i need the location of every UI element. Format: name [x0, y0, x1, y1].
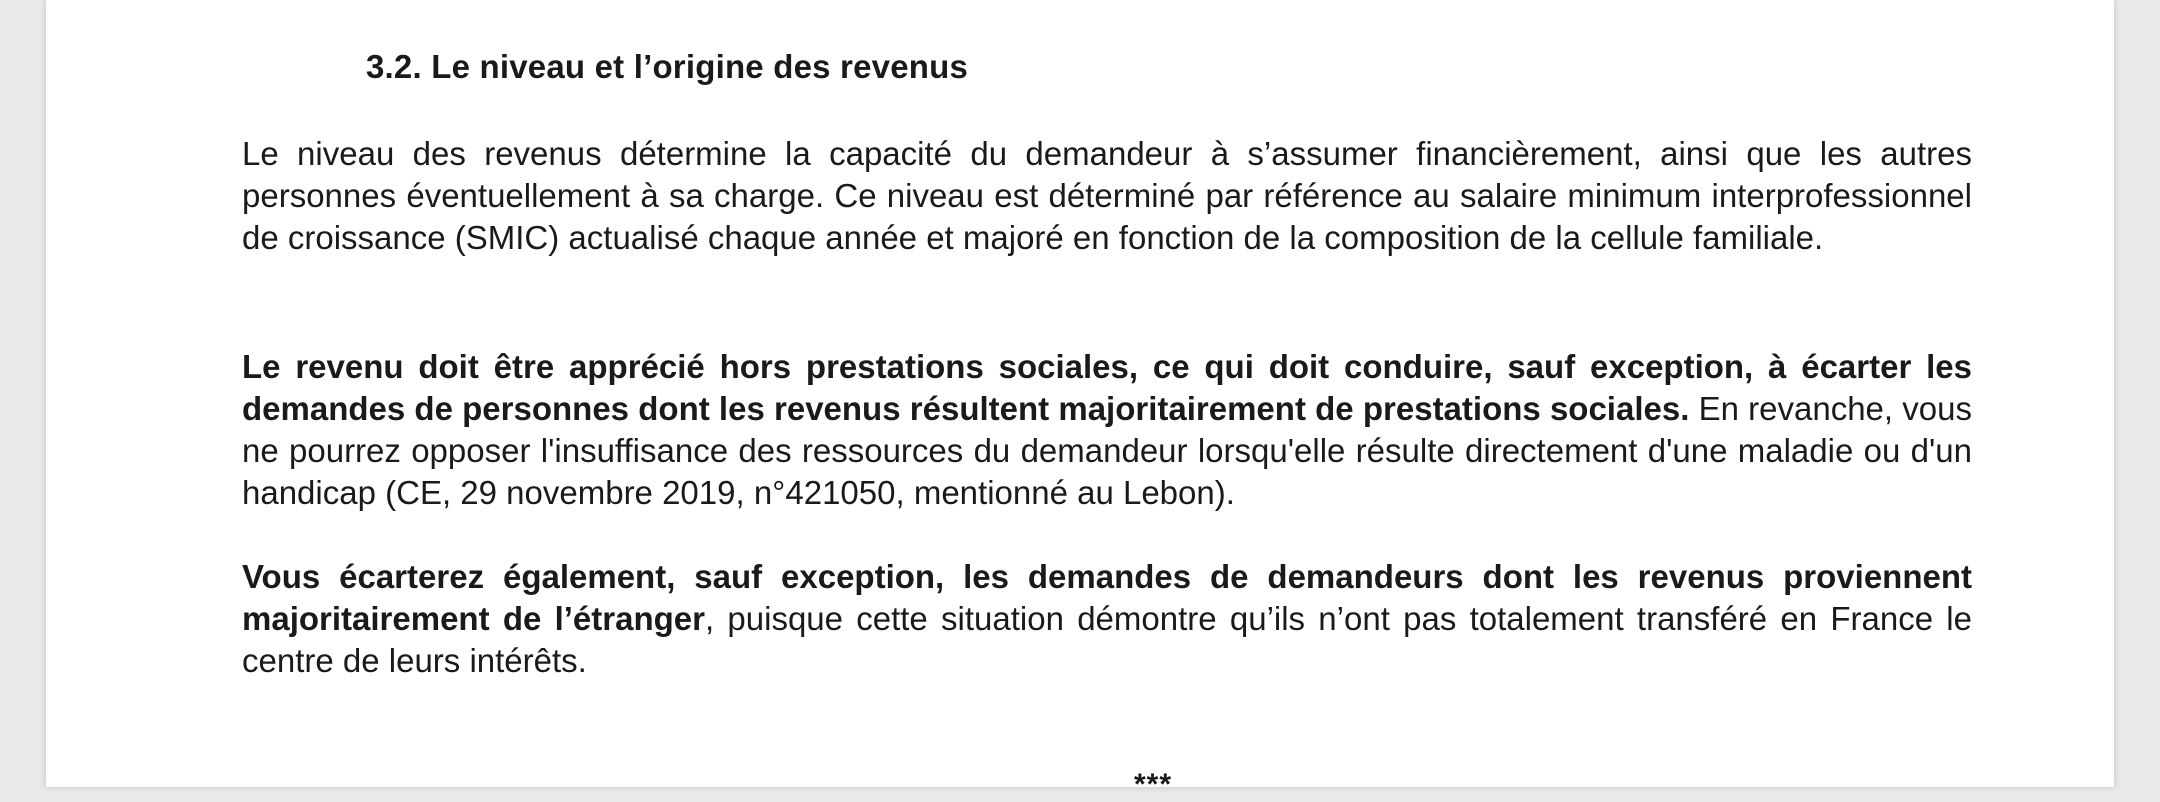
paragraph-text: , puisque cette situation démontre qu’ils n’ont pas totalement transféré en France le centre de leurs intérêts. — [242, 600, 1972, 679]
section-separator: *** — [1134, 768, 1173, 801]
paragraph-revenue-level — [242, 133, 1972, 259]
paragraph-bold-text: Vous écarterez également, sauf exception, les demandes de demandeurs dont les revenus proviennent majoritairement de l’étranger — [242, 558, 1972, 637]
paragraph-text: Le niveau des revenus détermine la capacité du demandeur à s’assumer financièrement, ainsi que les autres personnes éventuellement à sa charge. Ce niveau est déterminé par référence au salaire minimum interprofessionnel de croissance (SMIC) actualisé chaque année et majoré en fonction de la composition de la cellule familiale. — [242, 135, 1972, 256]
paragraph-foreign-income — [242, 556, 1972, 682]
paragraph-social-benefits — [242, 346, 1972, 514]
document-page — [46, 0, 2114, 801]
section-heading: 3.2. Le niveau et l’origine des revenus — [366, 48, 969, 85]
paragraph-bold-text: Le revenu doit être apprécié hors prestations sociales, ce qui doit conduire, sauf exception, à écarter les demandes de personnes dont les revenus résultent majoritairement de prestations sociales. — [242, 348, 1972, 427]
paragraph-text: En revanche, vous ne pourrez opposer l'insuffisance des ressources du demandeur lorsqu'elle résulte directement d'une maladie ou d'un handicap (CE, 29 novembre 2019, n°421050, mentionné au Lebon). — [242, 390, 1972, 511]
